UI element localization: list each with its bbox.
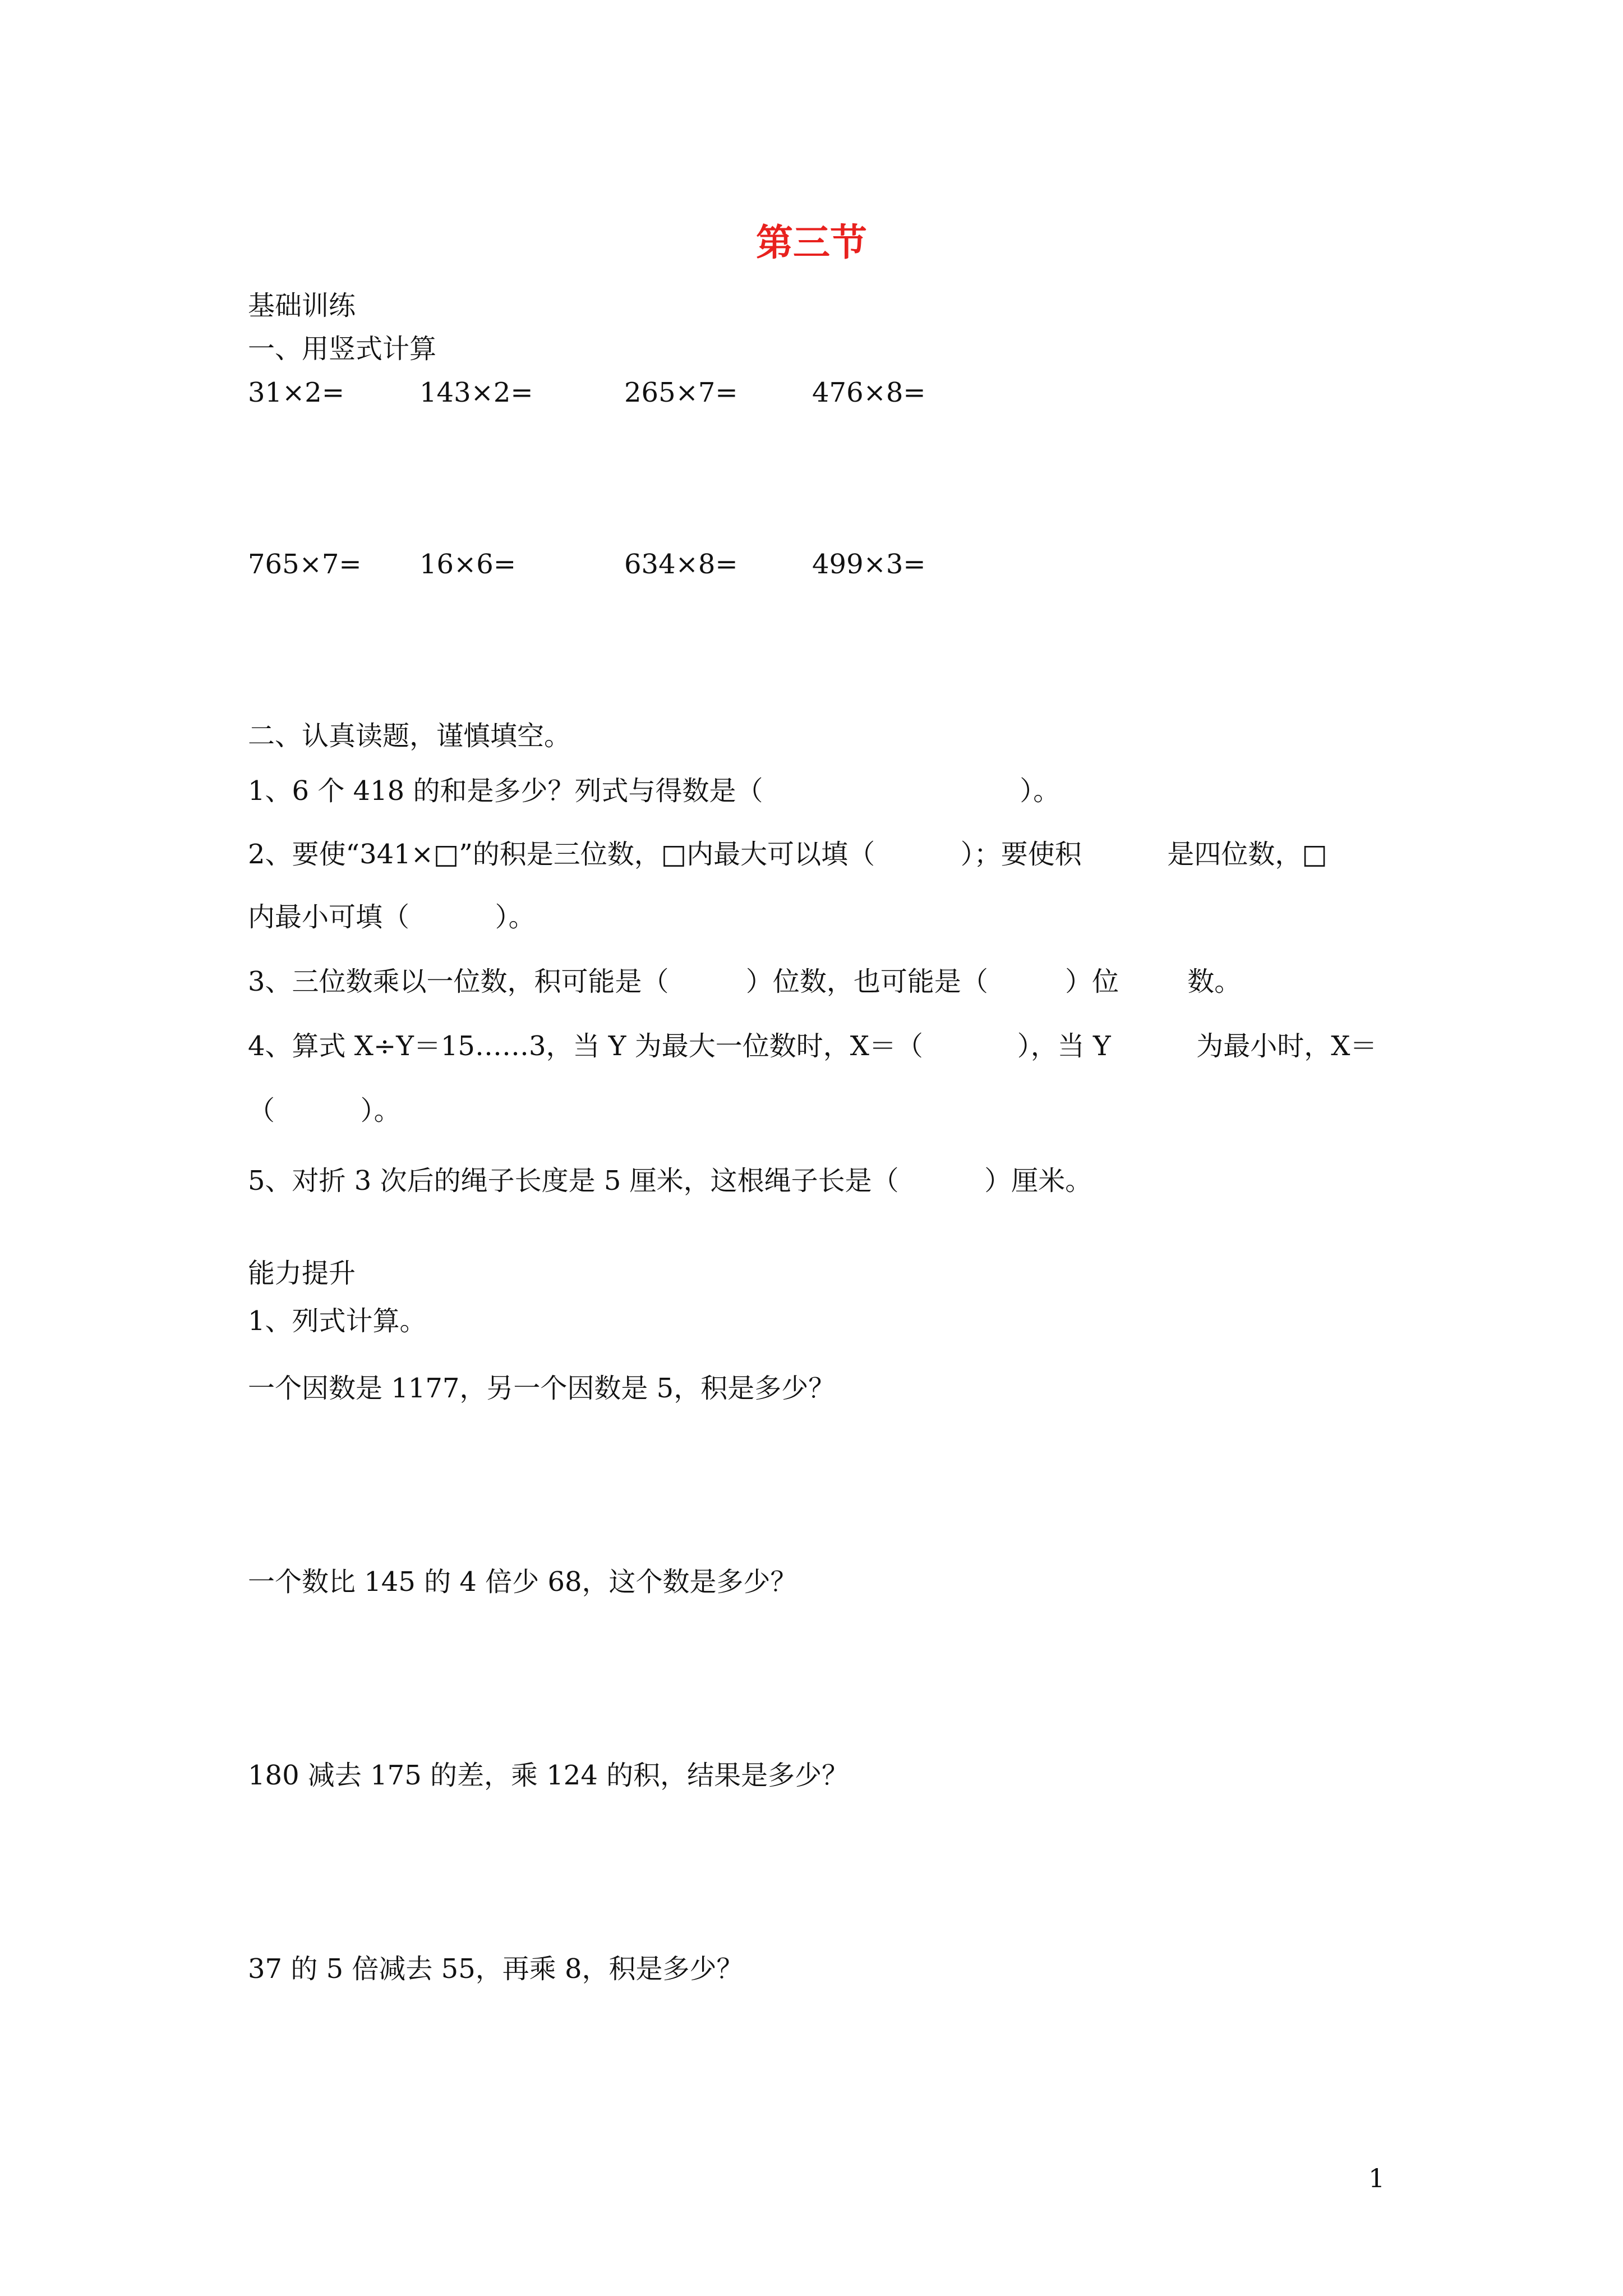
question-4: 4、算式 X÷Y＝15……3，当 Y 为最大一位数时，X＝（ ），当 Y 为最小时，X＝ — [248, 1030, 1377, 1062]
calc-item: 499×3= — [812, 549, 926, 580]
word-problem: 180 减去 175 的差，乘 124 的积，结果是多少？ — [248, 1760, 849, 1791]
section-advance-heading: 能力提升 — [248, 1258, 356, 1289]
calc-item: 31×2= — [248, 377, 345, 408]
calc-item: 765×7= — [248, 549, 362, 580]
part1-heading: 一、用竖式计算 — [248, 333, 437, 365]
page-title: 第三节 — [756, 220, 867, 264]
question-2-continued: 内最小可填（ ）。 — [248, 901, 536, 933]
word-problem: 一个数比 145 的 4 倍少 68，这个数是多少？ — [248, 1566, 797, 1598]
question-4-continued: （ ）。 — [248, 1095, 401, 1126]
part2-heading: 二、认真读题，谨慎填空。 — [248, 720, 571, 752]
question-2: 2、要使“341×□”的积是三位数，□内最大可以填（ ）；要使积 是四位数，□ — [248, 839, 1327, 870]
question-5: 5、对折 3 次后的绳子长度是 5 厘米，这根绳子长是（ ）厘米。 — [248, 1165, 1092, 1197]
question-1: 1、6 个 418 的和是多少？列式与得数是（ ）。 — [248, 775, 1061, 807]
word-problem: 一个因数是 1177，另一个因数是 5，积是多少？ — [248, 1373, 836, 1404]
calc-item: 476×8= — [812, 377, 926, 408]
calc-item: 16×6= — [419, 549, 517, 580]
calc-item: 634×8= — [624, 549, 738, 580]
calc-item: 265×7= — [624, 377, 738, 408]
calc-item: 143×2= — [419, 377, 533, 408]
advance-question-1: 1、列式计算。 — [248, 1305, 427, 1337]
word-problem: 37 的 5 倍减去 55，再乘 8，积是多少？ — [248, 1953, 744, 1985]
question-3: 3、三位数乘以一位数，积可能是（ ）位数，也可能是（ ）位 数。 — [248, 966, 1242, 997]
section-basic-heading: 基础训练 — [248, 290, 356, 321]
page-number: 1 — [1368, 2163, 1385, 2193]
